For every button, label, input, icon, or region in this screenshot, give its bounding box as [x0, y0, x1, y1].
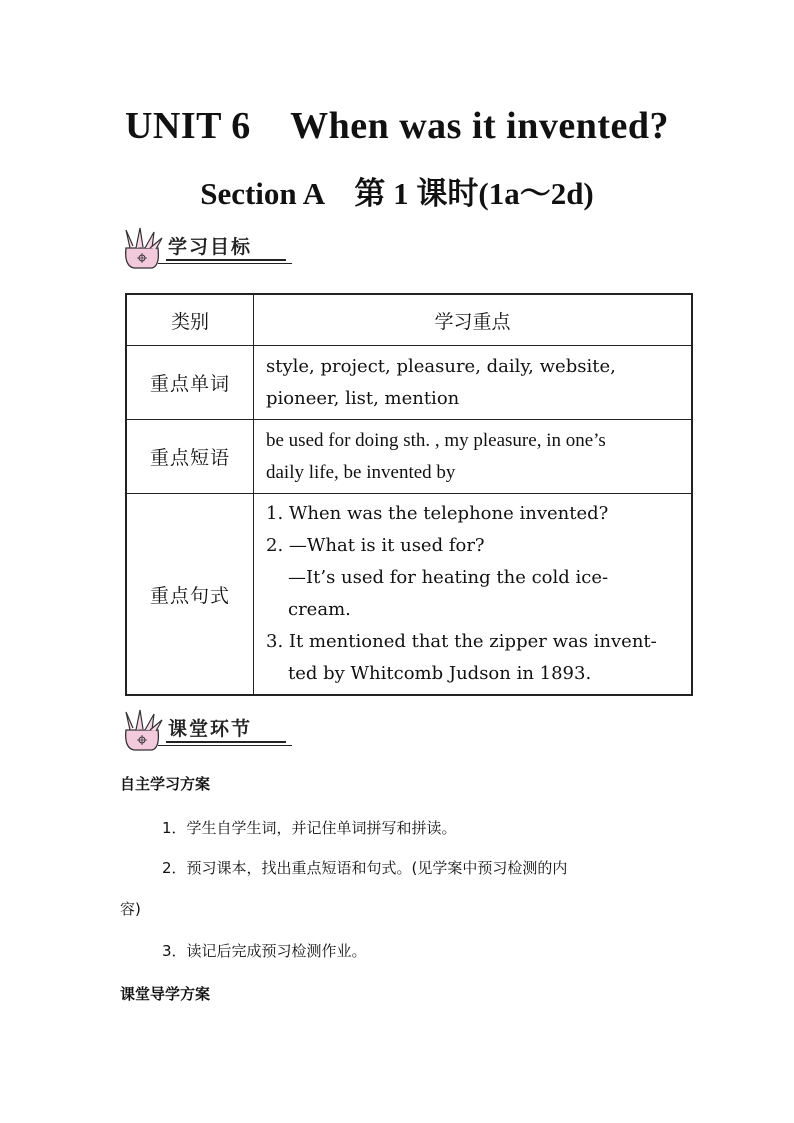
self-study-item-2: 2．预习课本，找出重点短语和句式。(见学案中预习检测的内 [162, 859, 568, 877]
content-line: cream. [288, 599, 351, 620]
learning-goals-banner [116, 226, 296, 272]
banner-underline [166, 741, 286, 743]
table-row [126, 346, 692, 420]
row-content [254, 420, 693, 494]
table-row [126, 494, 692, 696]
learning-goals-label: 学习目标 [168, 236, 253, 258]
learning-goals-table [125, 293, 693, 696]
table-row [126, 420, 692, 494]
row-content [254, 494, 693, 696]
self-study-item-3: 3．读记后完成预习检测作业。 [162, 942, 367, 960]
content-line: 2. —What is it used for? [266, 535, 485, 556]
row-category: 重点单词 [126, 346, 254, 420]
table-header-row [126, 294, 692, 346]
content-line: 1. When was the telephone invented? [266, 503, 609, 524]
content-line: daily life, be invented by [266, 461, 456, 483]
header-category: 类别 [126, 294, 254, 346]
header-focus: 学习重点 [254, 294, 693, 346]
guided-study-heading: 课堂导学方案 [120, 985, 211, 1003]
section-title: Section A 第 1 课时(1a～2d) [200, 176, 594, 211]
row-category: 重点句式 [126, 494, 254, 696]
pencil-cup-icon [116, 226, 172, 272]
self-study-item-2-cont: 容) [120, 900, 141, 918]
banner-underline [158, 263, 292, 264]
row-content [254, 346, 693, 420]
pencil-cup-icon [116, 708, 172, 754]
content-line: —It’s used for heating the cold ice- [288, 567, 609, 588]
self-study-item-1: 1．学生自学生词，并记住单词拼写和拼读。 [162, 819, 457, 837]
content-line: be used for doing sth. , my pleasure, in one’s [266, 429, 606, 451]
class-procedure-label: 课堂环节 [168, 718, 253, 740]
unit-title: UNIT 6 When was it invented? [124, 105, 670, 147]
content-line: 3. It mentioned that the zipper was invent- [266, 631, 657, 652]
content-line: style, project, pleasure, daily, website, [266, 355, 616, 377]
content-line: ted by Whitcomb Judson in 1893. [288, 663, 592, 684]
banner-underline [166, 259, 286, 261]
class-procedure-banner [116, 708, 296, 754]
banner-underline [158, 745, 292, 746]
self-study-heading: 自主学习方案 [120, 775, 211, 793]
row-category: 重点短语 [126, 420, 254, 494]
content-line: pioneer, list, mention [266, 387, 460, 409]
